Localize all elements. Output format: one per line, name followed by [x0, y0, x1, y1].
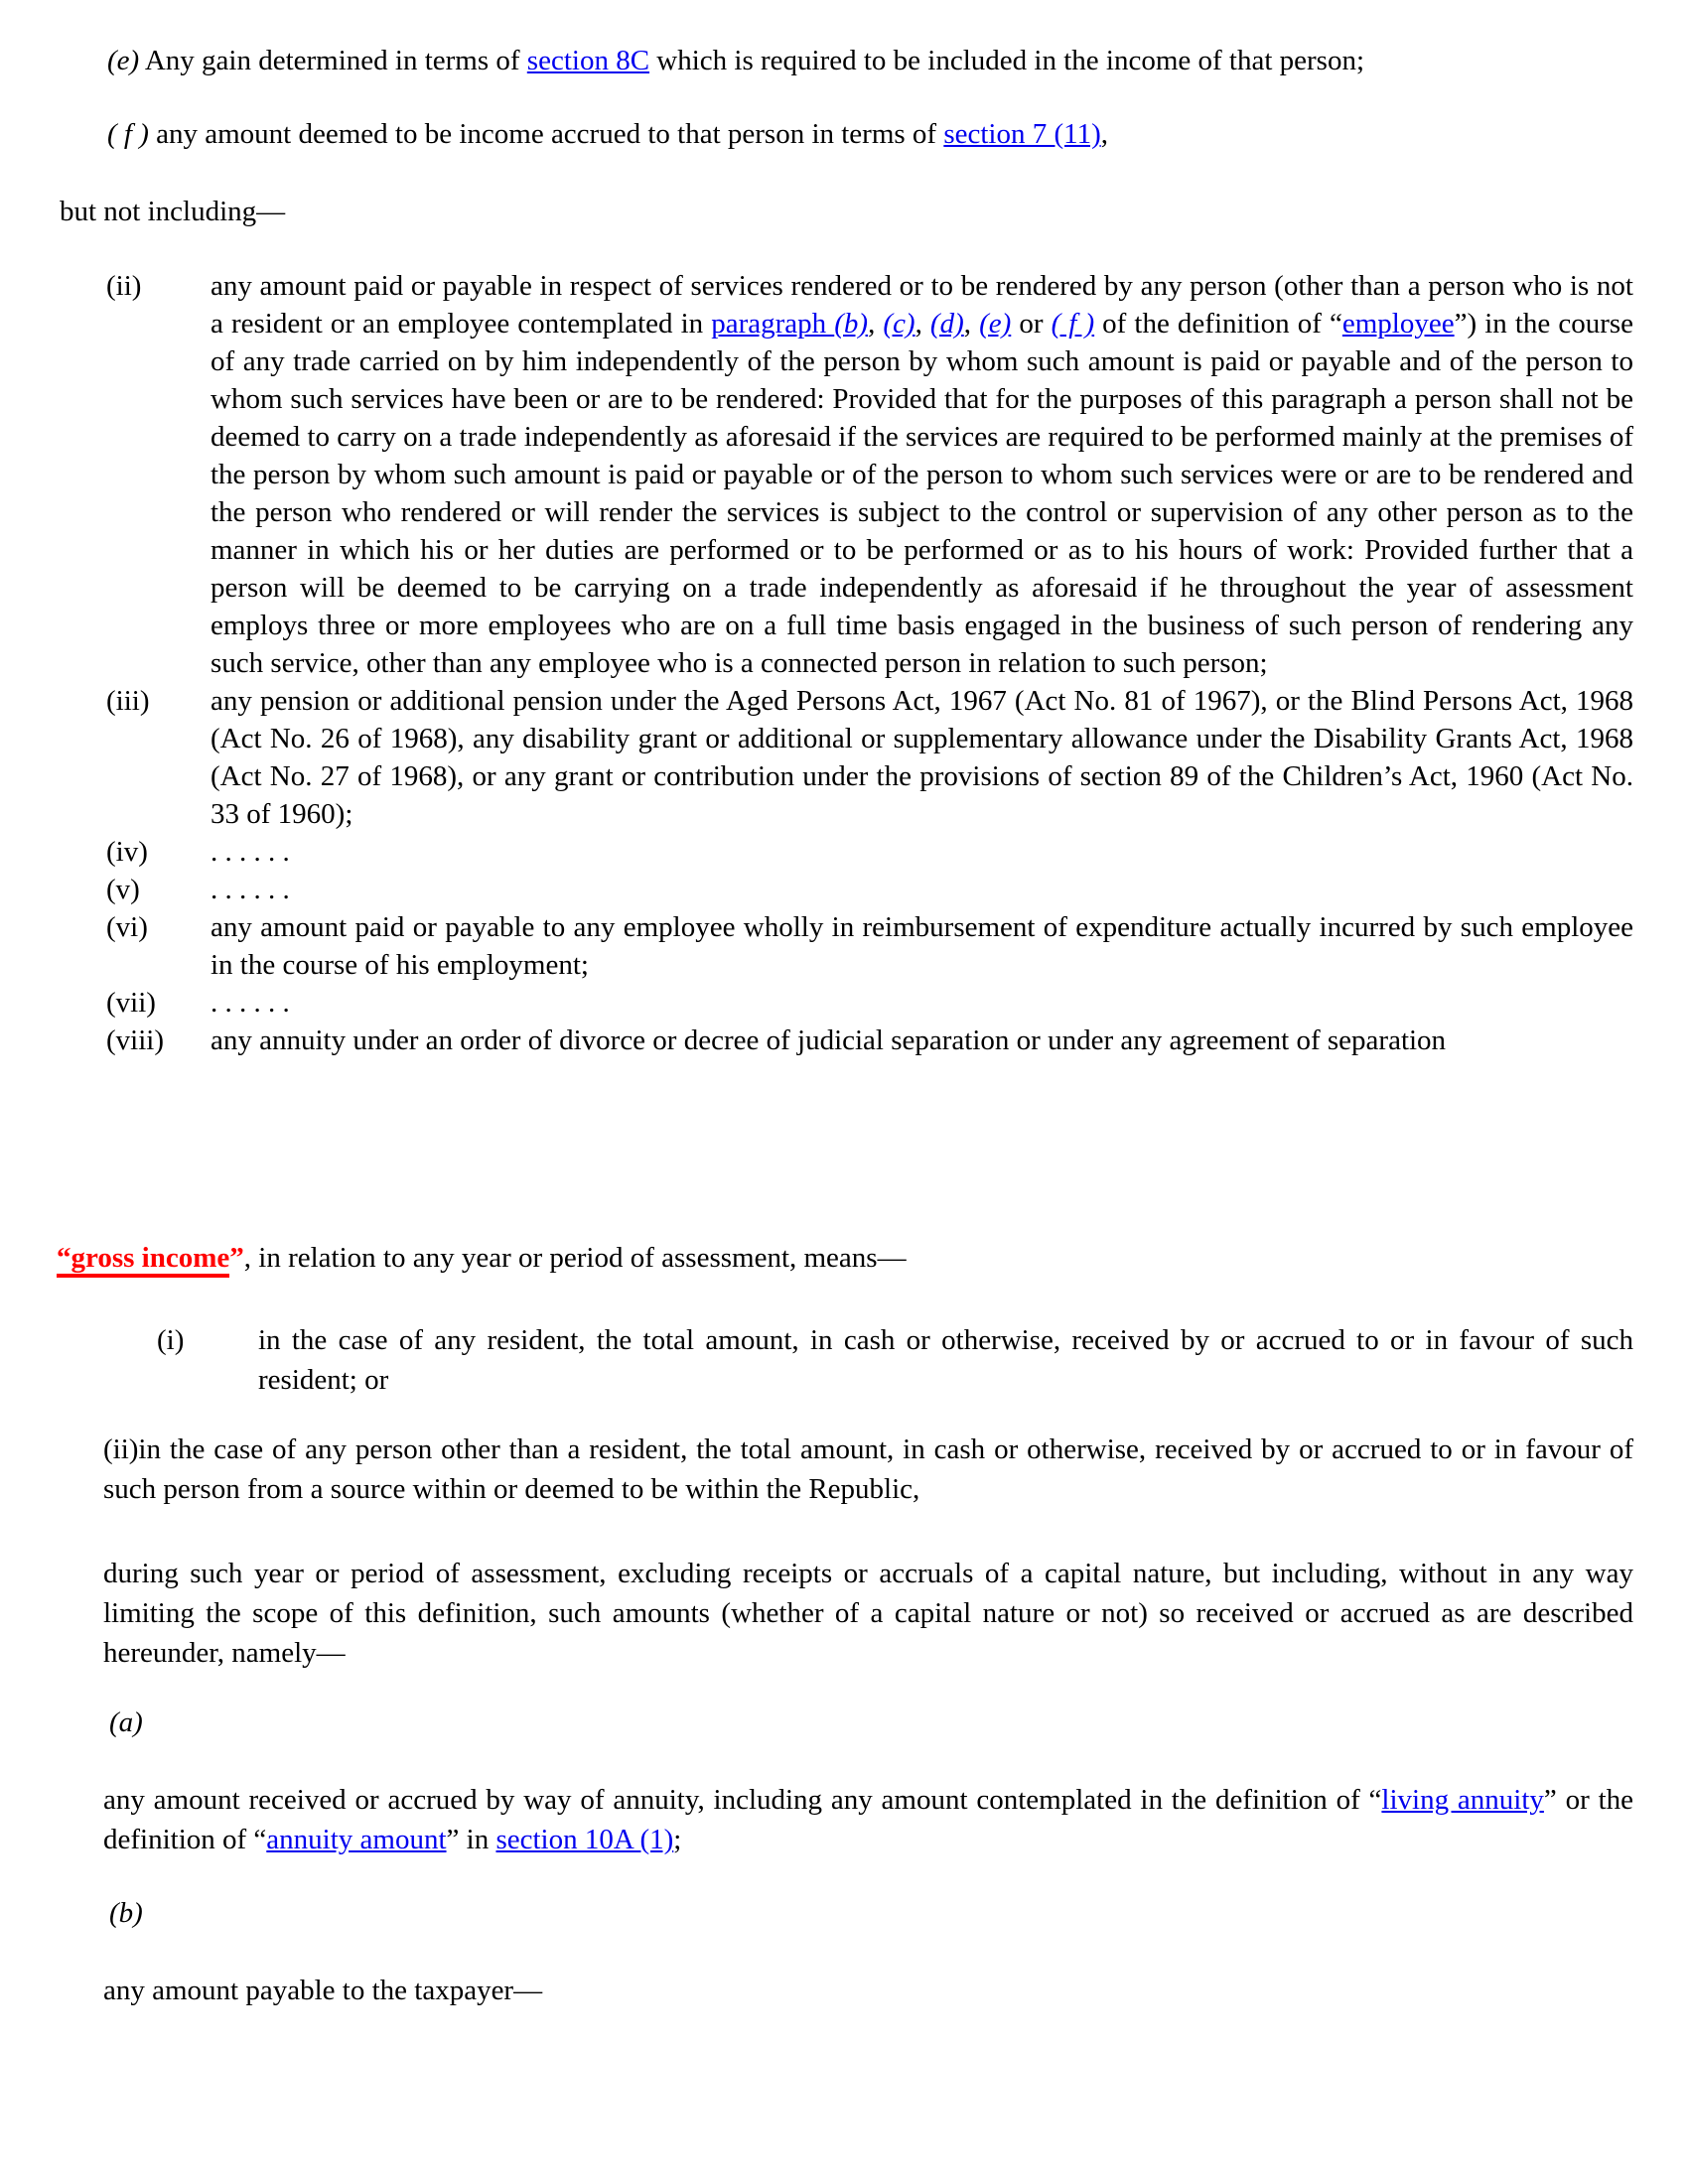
list-item-ii-run1: any amount paid or payable in respect of services rendered or to be rendered by any person (other than a person who is not a resident or an employee contemplated in	[211, 270, 1633, 340]
annuity-run3: ” in	[446, 1824, 496, 1855]
list-item-vii	[106, 984, 1633, 1022]
paragraph-e-label: (e)	[107, 45, 140, 76]
paragraph-f-text-after: ,	[1100, 118, 1108, 150]
list-item-iv-text: . . . . . .	[211, 836, 290, 868]
gross-paragraph-annuity	[103, 1780, 1633, 1859]
list-item-iii-label: (iii)	[106, 685, 150, 717]
gross-label-a: (a)	[109, 1706, 143, 1738]
link-section-8c[interactable]: section 8C	[526, 45, 650, 76]
list-item-iv	[106, 833, 1633, 871]
list-item-ii-text	[211, 267, 1633, 682]
list-item-iii	[106, 682, 1633, 833]
list-item-vii-label: (vii)	[106, 987, 156, 1019]
list-item-viii-text: any annuity under an order of divorce or decree of judicial separation or under any agreement of separation	[211, 1024, 1447, 1056]
gross-label-b: (b)	[109, 1897, 143, 1929]
annuity-run4: ;	[673, 1824, 682, 1855]
gross-income-heading-rest: , in relation to any year or period of assessment, means—	[243, 1242, 907, 1274]
link-paragraph-b[interactable]	[711, 308, 868, 340]
list-item-v-text: . . . . . .	[211, 874, 290, 905]
gross-income-term: “gross income	[57, 1242, 229, 1278]
list-item-vii-text: . . . . . .	[211, 987, 290, 1019]
list-item-ii	[106, 267, 1633, 682]
list-item-ii-run2: of the definition of “	[1094, 308, 1342, 340]
list-item-iv-label: (iv)	[106, 836, 148, 868]
section-gross-income	[0, 1238, 1688, 2010]
link-annuity-amount[interactable]: annuity amount	[266, 1824, 447, 1855]
link-section-10a-1[interactable]: section 10A (1)	[495, 1824, 674, 1855]
list-item-v	[106, 871, 1633, 908]
list-item-vi	[106, 908, 1633, 984]
link-section-7-11[interactable]: section 7 (11)	[943, 118, 1101, 150]
paragraph-f	[60, 115, 1633, 153]
list-item-iii-text: any pension or additional pension under the Aged Persons Act, 1967 (Act No. 81 of 1967), or the Blind Persons Act, 1968 (Act No. 26 of 1968), any disability grant or additional or supplementary allowance under the Disability Grants Act, 1968 (Act No. 27 of 1968), or any grant or contribution under the provisions of section 89 of the Children’s Act, 1960 (Act No. 33 of 1960);	[211, 685, 1633, 830]
list-item-vi-text: any amount paid or payable to any employee wholly in reimbursement of expenditure actually incurred by such employee in the course of his employment;	[211, 911, 1633, 981]
link-living-annuity[interactable]: living annuity	[1381, 1784, 1544, 1816]
list-item-ii-label: (ii)	[106, 270, 142, 302]
paragraph-f-text-before: any amount deemed to be income accrued to that person in terms of	[148, 118, 944, 150]
link-paragraph-b-letter: (b)	[834, 308, 869, 340]
paragraph-f-label: ( f )	[107, 118, 149, 150]
gross-paragraph-payable: any amount payable to the taxpayer—	[103, 1975, 543, 2006]
list-item-viii	[106, 1022, 1633, 1059]
link-paragraph-d[interactable]: (d)	[929, 308, 964, 340]
gross-paragraph-ii: (ii)in the case of any person other than a resident, the total amount, in cash or otherwise, received by or accrued to or in favour of such person from a source within or deemed to be within the Republic,	[103, 1433, 1633, 1505]
list-item-ii-sep3: ,	[963, 308, 980, 340]
link-paragraph-c[interactable]: (c)	[883, 308, 915, 340]
paragraph-e	[60, 42, 1633, 79]
link-employee[interactable]: employee	[1341, 308, 1455, 340]
exclusion-list	[106, 267, 1633, 1059]
section-not-including	[0, 0, 1688, 1059]
link-paragraph-b-word: paragraph	[711, 308, 835, 340]
gross-income-term-close-quote: ”	[229, 1242, 244, 1274]
list-item-v-label: (v)	[106, 874, 140, 905]
annuity-run1: any amount received or accrued by way of annuity, including any amount contemplated in the definition of “	[103, 1784, 1382, 1816]
list-item-vi-label: (vi)	[106, 911, 148, 943]
list-item-ii-run3: ”) in the course of any trade carried on by him independently of the person by whom such amount is paid or payable and of the person to whom such services have been or are to be rendered: Provided that for the purposes of this paragraph a person shall not be deemed to carry on a trade independently as aforesaid if the services are required to be performed mainly at the premises of the person by whom such amount is paid or payable or of the person to whom such services were or are to be rendered and the person who rendered or will render the services is subject to the control or supervision of any other person as to the manner in which his or her duties are performed or to be performed or as to his hours of work: Provided further that a person will be deemed to be carrying on a trade independently as aforesaid if he throughout the year of assessment employs three or more employees who are on a full time basis engaged in the business of such person of rendering any such service, other than any employee who is a connected person in relation to such person;	[211, 308, 1634, 679]
link-paragraph-e[interactable]: (e)	[979, 308, 1012, 340]
list-item-ii-sep2: ,	[914, 308, 930, 340]
gross-item-i-text: in the case of any resident, the total amount, in cash or otherwise, received by or accrued to or in favour of such resident; or	[258, 1324, 1633, 1396]
paragraph-e-text-before: Any gain determined in terms of	[139, 45, 527, 76]
list-item-ii-sep1: ,	[868, 308, 884, 340]
gross-income-heading	[57, 1238, 1633, 1278]
link-paragraph-f[interactable]: ( f )	[1051, 308, 1095, 340]
gross-item-i-label: (i)	[157, 1324, 185, 1356]
but-not-including-line: but not including—	[60, 196, 286, 227]
paragraph-e-text-after: which is required to be included in the income of that person;	[649, 45, 1365, 76]
gross-paragraph-during: during such year or period of assessment, excluding receipts or accruals of a capital nature, but including, without in any way limiting the scope of this definition, such amounts (whether of a capital nature or not) so received or accrued as are described hereunder, namely—	[103, 1558, 1633, 1669]
annuity-run2: ” or the definition of “	[103, 1784, 1633, 1855]
list-item-ii-sep4: or	[1011, 308, 1052, 340]
gross-item-i	[157, 1320, 1633, 1400]
list-item-viii-label: (viii)	[106, 1024, 164, 1056]
